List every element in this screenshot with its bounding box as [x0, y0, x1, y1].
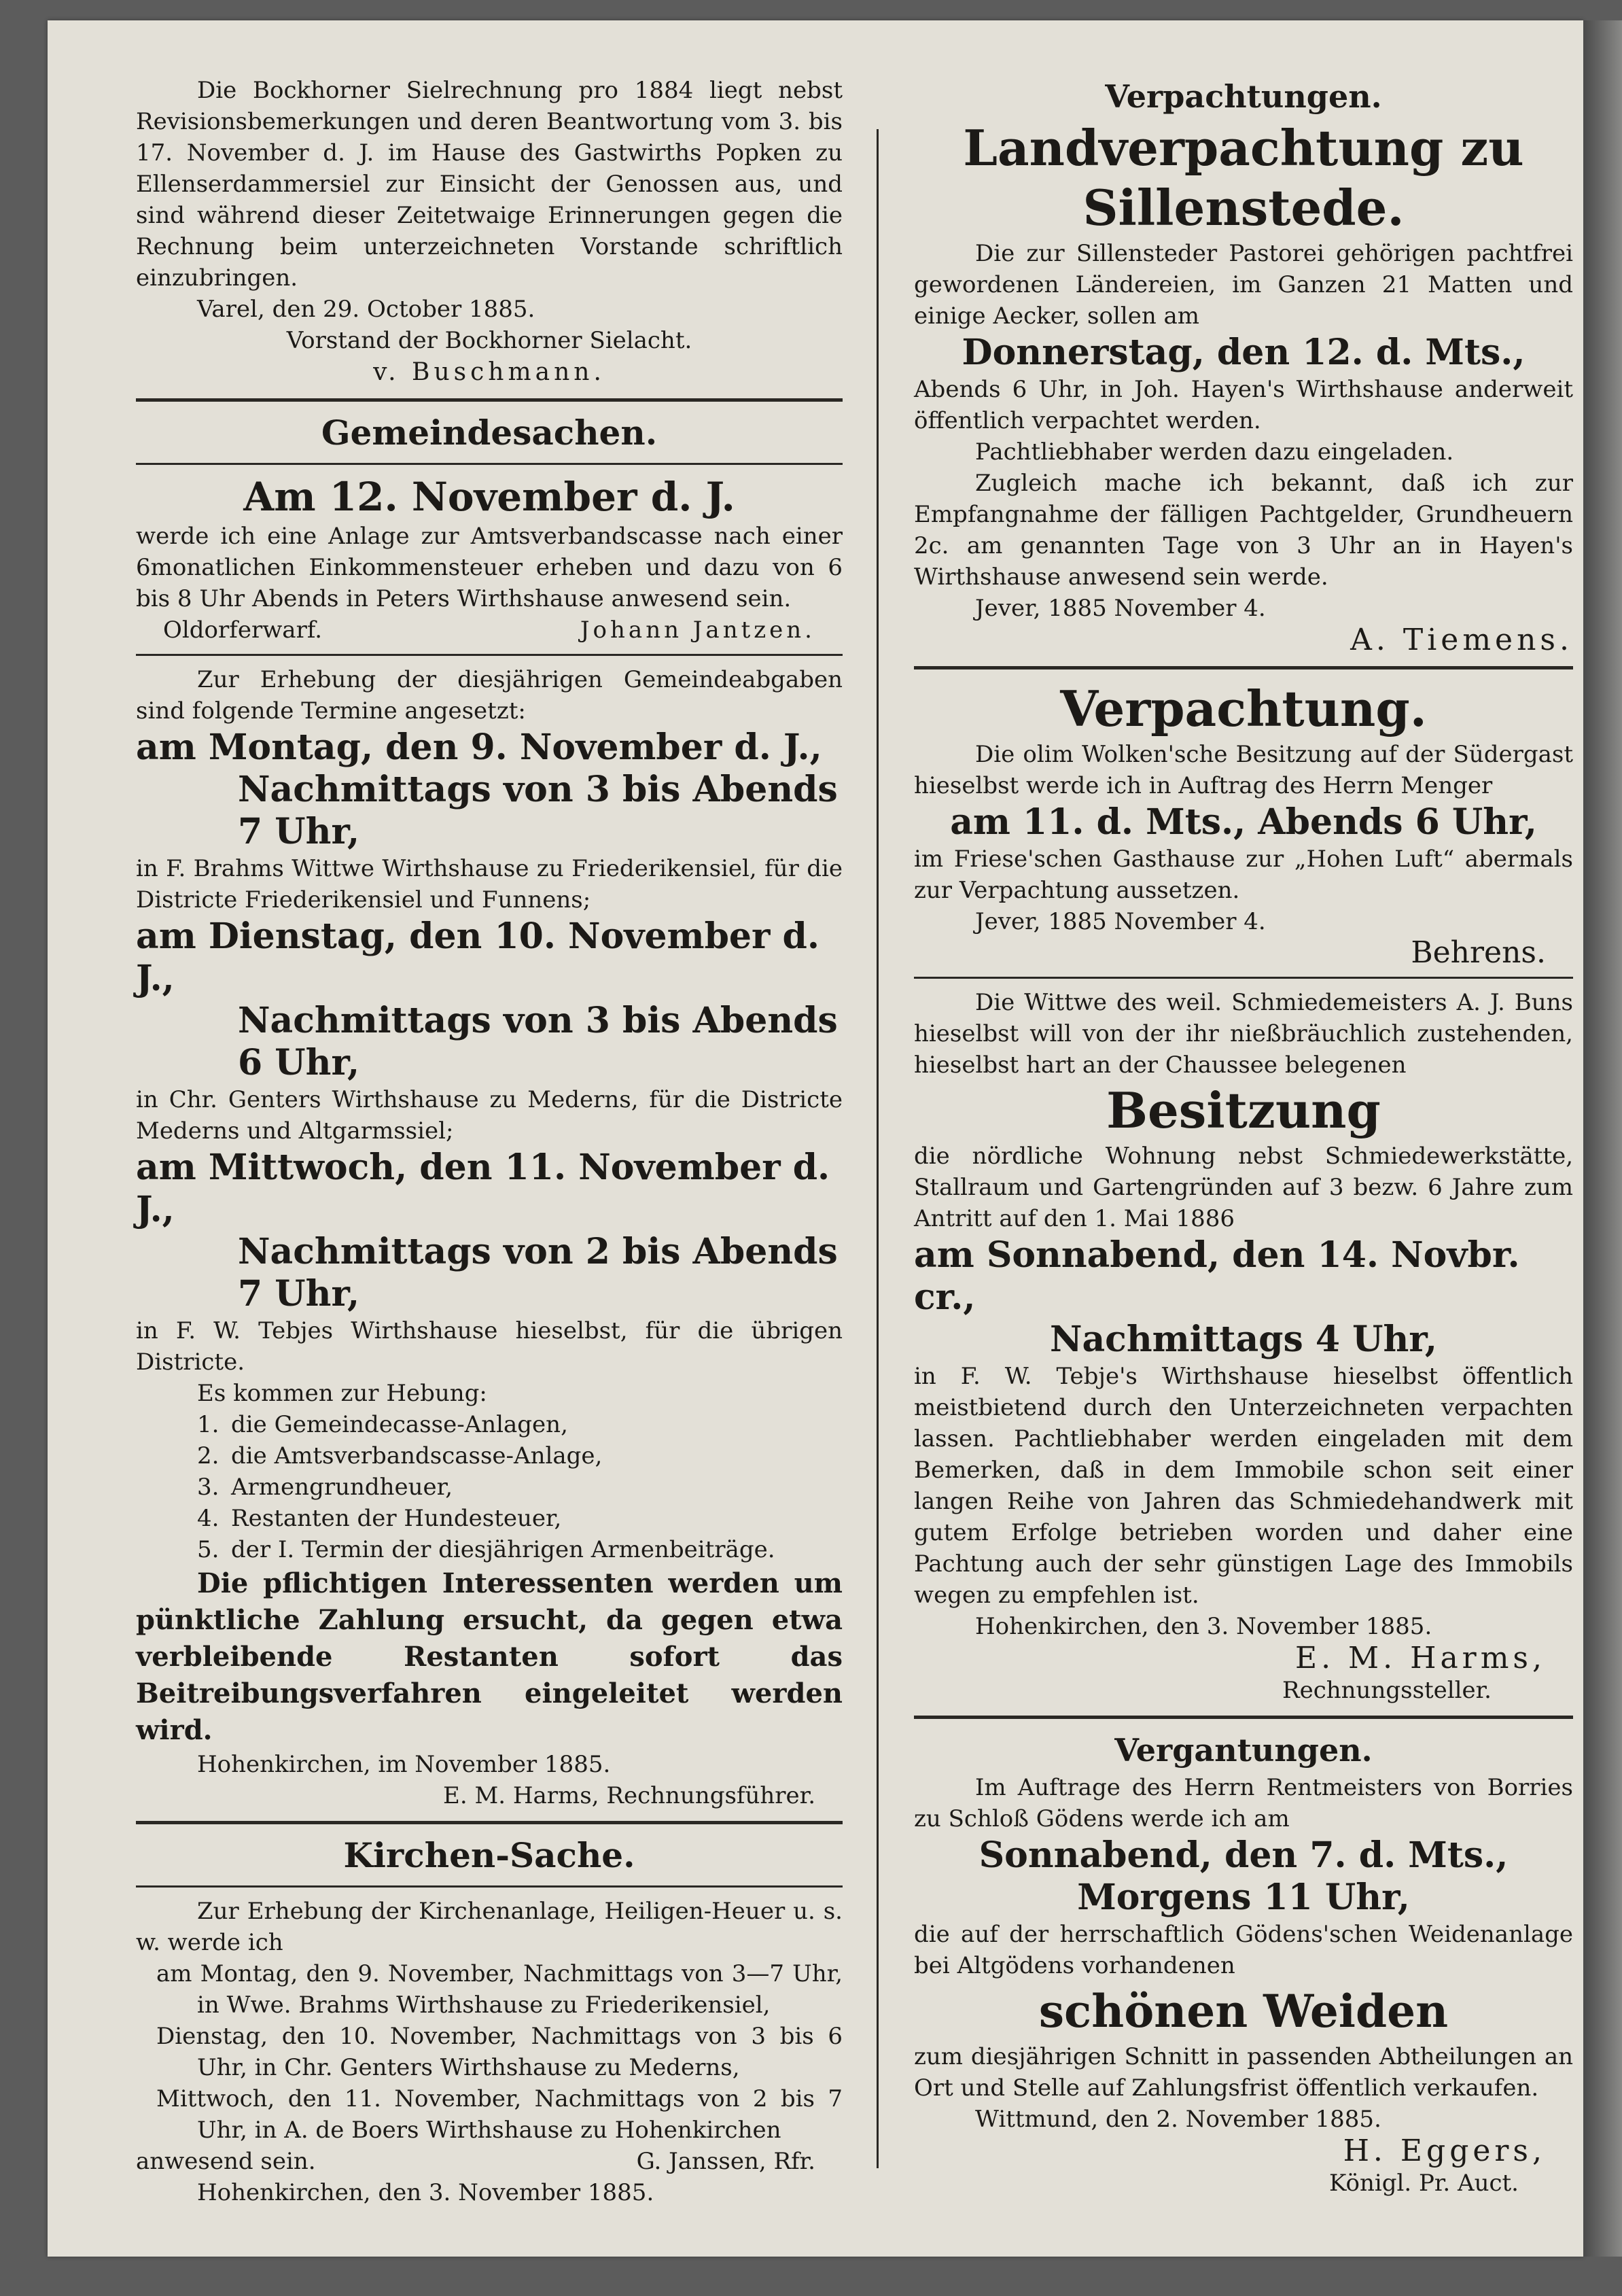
vergant-title: schönen Weiden: [1038, 1985, 1449, 2038]
right-column: [914, 75, 1573, 2199]
kirchen-place-date: Hohenkirchen, den 3. November 1885.: [197, 2179, 654, 2206]
land-signer: A. Tiemens.: [1350, 623, 1573, 657]
gemeinde-date-head: Am 12. November d. J.: [243, 474, 735, 520]
sielrechnung-notice: [136, 75, 843, 389]
kirchen-entry-3: Mittwoch, den 11. November, Nachmittags von 2 bis 7 Uhr, in A. de Boers Wirthshause zu Hohenkirchen: [156, 2085, 843, 2144]
verpachtungen-header: Verpachtungen.: [1105, 78, 1382, 115]
erhebung-notice: [136, 664, 843, 1811]
notice-text: Die Bockhorner Sielrechnung pro 1884 liegt nebst Revisionsbemerkungen und deren Beantwortung vom 3. bis 17. November d. J. im Hause des Gastwirths Popken zu Ellenserdammersiel zur Einsicht der Genossen aus, und sind während dieser Zeitetwaige Erinnerungen gegen die Rechnung beim unterzeichneten Vorstande schriftlich einzubringen.: [136, 77, 843, 292]
gemeinde-place: Oldorferwarf.: [163, 616, 322, 644]
list-item-number: 5.: [197, 1536, 219, 1563]
list-item: [197, 1472, 843, 1503]
termin2-text: in Chr. Genters Wirthshause zu Mederns, für die Districte Mederns und Altgarmssiel;: [136, 1086, 843, 1145]
gemeinde-signature-row: [136, 614, 843, 646]
verpachtung-date: am 11. d. Mts., Abends 6 Uhr,: [950, 801, 1537, 843]
section-rule: [136, 1821, 843, 1824]
erhebung-signer: E. M. Harms, Rechnungsführer.: [443, 1782, 815, 1809]
landverpachtung-notice: [914, 118, 1573, 657]
verpachtung-text: Die olim Wolken'sche Besitzung auf der Südergast hieselbst werde ich in Auftrag des Herrn Menger: [914, 741, 1573, 799]
kirchen-entry-1: am Montag, den 9. November, Nachmittags von 3—7 Uhr, in Wwe. Brahms Wirthshause zu Friederikensiel,: [156, 1960, 843, 2019]
termin1-line3: 7 Uhr,: [238, 811, 360, 852]
section-rule: [136, 654, 843, 656]
list-item-number: 2.: [197, 1442, 219, 1469]
land-date: Donnerstag, den 12. d. Mts.,: [962, 332, 1526, 373]
besitzung-signer-title: Rechnungssteller.: [1282, 1677, 1492, 1704]
termin3-line2: Nachmittags von 2 bis Abends: [238, 1231, 838, 1272]
column-divider: [877, 129, 879, 2168]
vergant-text: Im Auftrage des Herrn Rentmeisters von Borries zu Schloß Gödens werde ich am: [914, 1774, 1573, 1832]
land-text-4: Zugleich mache ich bekannt, daß ich zur Empfangnahme der fälligen Pachtgelder, Grundheuern 2c. am genannten Tage von 3 Uhr an in Hayen's Wirthshause anwesend sein werde.: [914, 470, 1573, 591]
section-rule: [914, 666, 1573, 669]
list-item: [197, 1534, 843, 1565]
verpachtung-text-2: im Friese'schen Gasthause zur „Hohen Luft“ abermals zur Verpachtung aussetzen.: [914, 846, 1573, 904]
section-rule: [914, 977, 1573, 979]
title-underline: [136, 463, 843, 465]
list-item-text: Armengrundheuer,: [231, 1474, 453, 1501]
notice-place-date: Varel, den 29. October 1885.: [197, 296, 535, 323]
termin2-line2: Nachmittags von 3 bis Abends: [238, 1000, 838, 1041]
list-item-text: die Gemeindecasse-Anlagen,: [231, 1411, 568, 1438]
list-item: [197, 1440, 843, 1472]
hebung-intro: Es kommen zur Hebung:: [197, 1380, 487, 1407]
kirchen-signature-row: [136, 2146, 843, 2177]
termin1-line1: am Montag, den 9. November d. J.,: [136, 727, 822, 768]
vergantung-notice: [914, 1728, 1573, 2199]
land-text-2: Abends 6 Uhr, in Joh. Hayen's Wirthshause anderweit öffentlich verpachtet werden.: [914, 376, 1573, 434]
notice-signer: v. Buschmann.: [373, 358, 605, 386]
termin1-text: in F. Brahms Wittwe Wirthshause zu Friederikensiel, für die Districte Friederikensiel und Funnens;: [136, 855, 843, 914]
section-rule: [914, 1716, 1573, 1719]
land-text: Die zur Sillensteder Pastorei gehörigen pachtfrei gewordenen Ländereien, im Ganzen 21 Matten und einige Aecker, sollen am: [914, 240, 1573, 330]
list-item-number: 1.: [197, 1411, 219, 1438]
erhebung-intro: Zur Erhebung der diesjährigen Gemeindeabgaben sind folgende Termine angesetzt:: [136, 666, 843, 725]
verpachtung-notice: [914, 679, 1573, 969]
list-item-number: 3.: [197, 1474, 219, 1501]
notice-board: Vorstand der Bockhorner Sielacht.: [286, 327, 692, 354]
termin3-text: in F. W. Tebjes Wirthshause hieselbst, für die übrigen Districte.: [136, 1317, 843, 1376]
gemeinde-text: werde ich eine Anlage zur Amtsverbandscasse nach einer 6monatlichen Einkommensteuer erheben und dazu von 6 bis 8 Uhr Abends in Peters Wirthshause anwesend sein.: [136, 523, 843, 612]
hebung-list: [136, 1409, 843, 1565]
list-item-text: der I. Termin der diesjährigen Armenbeiträge.: [231, 1536, 775, 1563]
besitzung-text-2: in F. W. Tebje's Wirthshause hieselbst öffentlich meistbietend durch den Unterzeichneten verpachten lassen. Pachtliebhaber werden eingeladen mit dem Bemerken, daß in dem Immobile schon seit einer langen Reihe von Jahren das Schmiedehandwerk mit gutem Erfolge betrieben worden und daher eine Pachtung auch der sehr günstigen Lage des Immobils wegen zu empfehlen ist.: [914, 1363, 1573, 1609]
page-edge: [1583, 20, 1622, 2257]
termin3-line3: 7 Uhr,: [238, 1273, 360, 1315]
besitzung-intro: Die Wittwe des weil. Schmiedemeisters A. J. Buns hieselbst will von der ihr nießbräuchlich zustehenden, hieselbst hart an der Chaussee belegenen: [914, 989, 1573, 1079]
verpachtung-title: Verpachtung.: [1060, 680, 1427, 737]
list-item: [197, 1409, 843, 1440]
vergant-text-2: die auf der herrschaftlich Gödens'schen Weidenanlage bei Altgödens vorhandenen: [914, 1921, 1573, 1979]
besitzung-notice: [914, 987, 1573, 1706]
list-item-text: die Amtsverbandscasse-Anlage,: [231, 1442, 603, 1469]
list-item: [197, 1503, 843, 1534]
vergant-time: Morgens 11 Uhr,: [1077, 1877, 1410, 1918]
erhebung-place-date: Hohenkirchen, im November 1885.: [197, 1751, 611, 1778]
kirchen-signer: G. Janssen, Rfr.: [636, 2148, 815, 2175]
land-title: Landverpachtung zu Sillenstede.: [963, 119, 1524, 237]
besitzung-date: am Sonnabend, den 14. Novbr. cr.,: [914, 1234, 1520, 1318]
list-item-number: 4.: [197, 1505, 219, 1532]
kirchen-closing: anwesend sein.: [136, 2148, 316, 2175]
besitzung-place-date: Hohenkirchen, den 3. November 1885.: [975, 1613, 1432, 1640]
section-rule: [136, 398, 843, 402]
termin2-line1: am Dienstag, den 10. November d. J.,: [136, 916, 819, 999]
termin3-line1: am Mittwoch, den 11. November d. J.,: [136, 1147, 830, 1230]
gemeinde-title: Gemeindesachen.: [321, 413, 658, 453]
title-underline: [136, 1885, 843, 1888]
left-column: [136, 75, 843, 2208]
vergant-signer-title: Königl. Pr. Auct.: [1329, 2170, 1519, 2197]
besitzung-text: die nördliche Wohnung nebst Schmiedewerkstätte, Stallraum und Gartengründen auf 3 bezw. 6 Jahre zum Antritt auf den 1. Mai 1886: [914, 1143, 1573, 1232]
vergant-signer: H. Eggers,: [1343, 2134, 1546, 2168]
vergant-date: Sonnabend, den 7. d. Mts.,: [979, 1834, 1509, 1876]
gemeinde-signer: Johann Jantzen.: [580, 616, 815, 644]
vergant-place-date: Wittmund, den 2. November 1885.: [975, 2106, 1381, 2133]
verpachtung-signer: Behrens.: [1411, 935, 1546, 970]
land-text-3: Pachtliebhaber werden dazu eingeladen.: [975, 438, 1454, 466]
besitzung-signer: E. M. Harms,: [1294, 1641, 1546, 1675]
erhebung-bold-notice: Die pflichtigen Interessenten werden um pünktliche Zahlung ersucht, da gegen etwa verbleibende Restanten sofort das Beitreibungsverfahren eingeleitet werden wird.: [136, 1567, 843, 1746]
kirchen-title: Kirchen-Sache.: [343, 1835, 635, 1875]
list-item-text: Restanten der Hundesteuer,: [231, 1505, 562, 1532]
verpachtung-place-date: Jever, 1885 November 4.: [975, 908, 1266, 935]
termin1-line2: Nachmittags von 3 bis Abends: [238, 769, 838, 810]
kirchen-intro: Zur Erhebung der Kirchenanlage, Heiligen-Heuer u. s. w. werde ich: [136, 1898, 843, 1956]
kirchen-entry-2: Dienstag, den 10. November, Nachmittags von 3 bis 6 Uhr, in Chr. Genters Wirthshause zu Mederns,: [156, 2023, 843, 2081]
kirchen-notice: [136, 1834, 843, 2208]
termin2-line3: 6 Uhr,: [238, 1042, 360, 1083]
land-place-date: Jever, 1885 November 4.: [975, 595, 1266, 622]
vergant-header: Vergantungen.: [1114, 1732, 1373, 1769]
vergant-text-3: zum diesjährigen Schnitt in passenden Abtheilungen an Ort und Stelle auf Zahlungsfrist öffentlich verkaufen.: [914, 2043, 1573, 2102]
besitzung-time: Nachmittags 4 Uhr,: [1049, 1319, 1438, 1360]
gemeinde-notice: [136, 411, 843, 646]
besitzung-title: Besitzung: [1106, 1081, 1381, 1139]
